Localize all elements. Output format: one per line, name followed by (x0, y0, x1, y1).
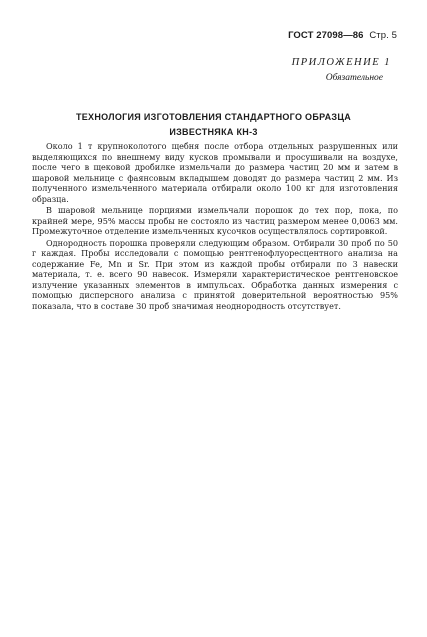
paragraph-1: Около 1 т крупноколотого щебня после отбора отдельных разрушенных или выделяющихся по внешнему виду кусков промывали и просушивали на воздухе, после чего в щековой дробилке измельчали до размера частиц 20 мм и затем в шаровой мельнице с фаянсовым вкладышем доводят до размера частиц 2 мм. Из полученного измельченного материала отбирали около 100 кг для изготовления образца. (32, 141, 398, 204)
page-header (288, 30, 397, 41)
section-title-line-1: ТЕХНОЛОГИЯ ИЗГОТОВЛЕНИЯ СТАНДАРТНОГО ОБРАЗЦА (75, 112, 352, 122)
section-title-line-2: ИЗВЕСТНЯКА КН-3 (169, 127, 258, 137)
standard-number: ГОСТ 27098—86 (288, 30, 364, 41)
appendix-status: Обязательное (325, 73, 383, 83)
paragraph-2: В шаровой мельнице порциями измельчали порошок до тех пор, пока, по крайней мере, 95% массы пробы не состояло из частиц размером менее 0,0063 мм. Промежуточное отделение измельченных кусочков осуществлялось сортировкой. (32, 205, 398, 236)
body-text (32, 141, 398, 311)
page-number: Стр. 5 (369, 30, 397, 41)
appendix-label: ПРИЛОЖЕНИЕ 1 (291, 57, 391, 68)
paragraph-3: Однородность порошка проверяли следующим образом. Отбирали 30 проб по 50 г каждая. Пробы исследовали с помощью рентгенофлуоресцентного анализа на содержание Fe, Mn и Sr. При этом из каждой пробы отбирали по 3 навески материала, т. е. всего 90 навесок. Измеряли характеристическое рентгеновское излучение указанных элементов в импульсах. Обработка данных измерения с помощью дисперсного анализа с принятой доверительной вероятностью 95% показала, что в составе 30 проб значимая неоднородность отсутствует. (32, 237, 398, 311)
section-title (0, 110, 427, 140)
